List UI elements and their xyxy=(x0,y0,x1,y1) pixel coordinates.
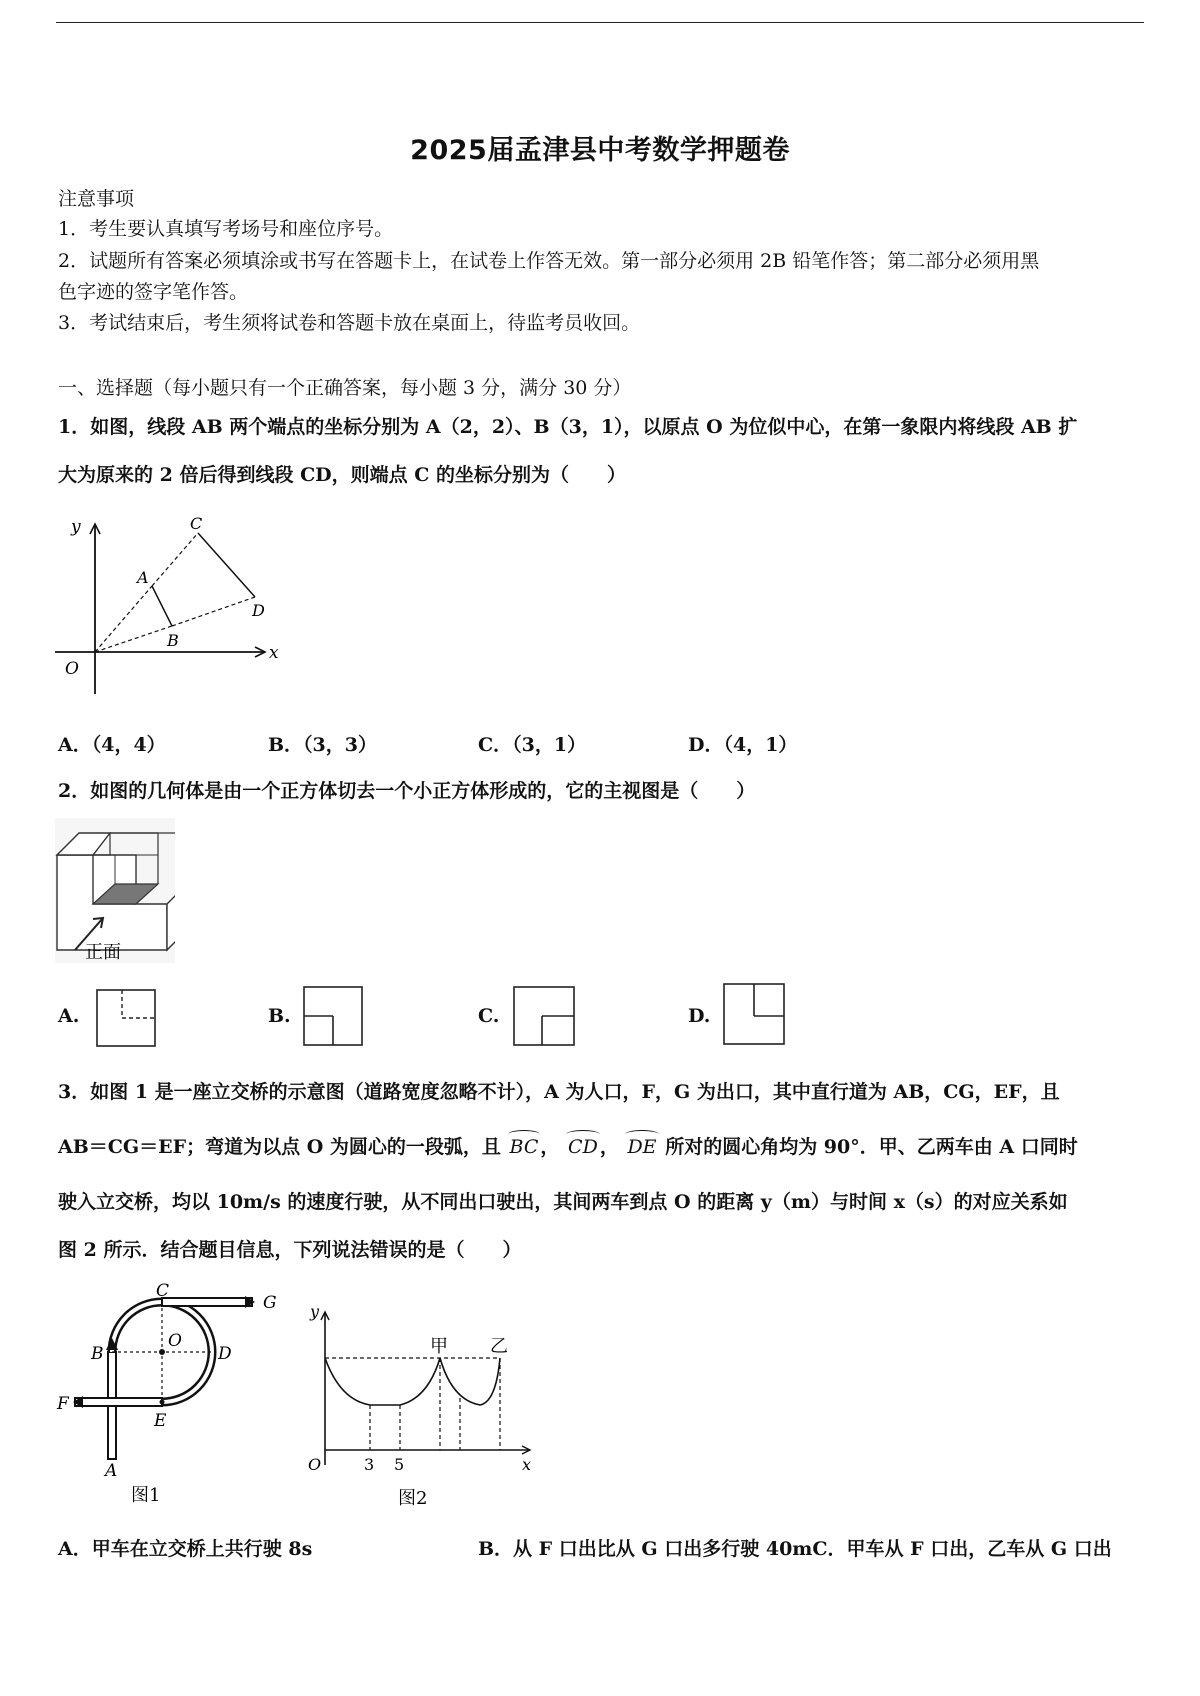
q3-figure1 xyxy=(55,1282,285,1507)
q3-text-line4: 图 2 所示．结合题目信息，下列说法错误的是（ ） xyxy=(58,1239,522,1261)
notice-item-1: 1．考生要认真填写考场号和座位序号。 xyxy=(58,218,394,240)
page-title: 2025届孟津县中考数学押题卷 xyxy=(410,135,790,166)
q3-text-line3: 驶入立交桥，均以 10m/s 的速度行驶，从不同出口驶出，其间两车到点 O 的距离 y（m）与时间 x（s）的对应关系如 xyxy=(58,1191,1068,1213)
section-heading: 一、选择题（每小题只有一个正确答案，每小题 3 分，满分 30 分） xyxy=(58,377,632,399)
q3-option-a[interactable]: A．甲车在立交桥上共行驶 8s xyxy=(58,1538,313,1560)
q2-option-b-figure[interactable] xyxy=(302,985,366,1049)
q3-option-bc[interactable]: B．从 F 口出比从 G 口出多行驶 40mC．甲车从 F 口出，乙车从 G 口出 xyxy=(478,1538,1112,1560)
arc-de: DE xyxy=(627,1136,657,1158)
q1-d-label: D xyxy=(252,601,265,620)
q1-text-line2: 大为原来的 2 倍后得到线段 CD，则端点 C 的坐标分别为（ ） xyxy=(58,464,627,486)
q3-line2-post: 所对的圆心角均为 90°．甲、乙两车由 A 口同时 xyxy=(665,1136,1078,1158)
fig1-e-label: E xyxy=(154,1411,167,1431)
q1-option-b[interactable]: B．（3，3） xyxy=(268,734,377,756)
q1-c-label: C xyxy=(190,514,203,533)
q2-option-d-figure[interactable] xyxy=(722,982,788,1048)
header-rule xyxy=(56,22,1144,23)
q2-front-label: 正面 xyxy=(85,942,121,963)
q1-figure xyxy=(55,512,295,702)
fig1-caption: 图1 xyxy=(131,1485,161,1506)
fig2-tick-3: 3 xyxy=(364,1455,375,1474)
q3-line2-pre: AB＝CG＝EF；弯道为以点 O 为圆心的一段弧，且 xyxy=(58,1136,501,1158)
fig1-d-label: D xyxy=(218,1344,232,1364)
q1-option-d[interactable]: D．（4，1） xyxy=(688,734,798,756)
fig1-b-label: B xyxy=(91,1344,104,1364)
fig1-f-label: F xyxy=(57,1394,69,1414)
fig2-caption: 图2 xyxy=(398,1488,428,1509)
q2-option-c-figure[interactable] xyxy=(512,985,578,1049)
q1-option-a[interactable]: A．（4，4） xyxy=(58,734,166,756)
notice-heading: 注意事项 xyxy=(58,188,135,210)
fig1-g-label: G xyxy=(263,1293,277,1313)
fig2-yi-label: 乙 xyxy=(490,1336,508,1357)
q3-text-line1: 3．如图 1 是一座立交桥的示意图（道路宽度忽略不计），A 为人口，F，G 为出口，其中直行道为 AB，CG，EF，且 xyxy=(58,1081,1060,1103)
q2-text: 2．如图的几何体是由一个正方体切去一个小正方体形成的，它的主视图是（ ） xyxy=(58,780,756,802)
notice-item-2: 2．试题所有答案必须填涂或书写在答题卡上，在试卷上作答无效。第一部分必须用 2B 铅笔作答；第二部分必须用黑 xyxy=(58,250,1040,272)
q2-option-c-letter[interactable]: C. xyxy=(478,1005,500,1027)
q3-figure2 xyxy=(300,1300,540,1520)
fig1-a-label: A xyxy=(105,1461,118,1481)
q1-y-label: y xyxy=(71,517,81,537)
q1-option-c[interactable]: C．（3，1） xyxy=(478,734,587,756)
q2-option-a-letter[interactable]: A. xyxy=(58,1005,80,1027)
q3-sep2: ， xyxy=(599,1136,619,1158)
fig2-x-label: x xyxy=(522,1455,532,1474)
q1-x-label: x xyxy=(269,643,279,663)
fig2-tick-5: 5 xyxy=(394,1455,405,1474)
q3-sep1: ， xyxy=(540,1136,560,1158)
q2-option-a-figure[interactable] xyxy=(95,988,159,1050)
fig2-o-label: O xyxy=(308,1455,322,1474)
q2-cube-figure xyxy=(55,818,175,963)
fig1-o-label: O xyxy=(168,1331,182,1351)
arc-cd: CD xyxy=(568,1136,598,1158)
fig1-c-label: C xyxy=(156,1282,170,1301)
q2-option-d-letter[interactable]: D. xyxy=(688,1005,711,1027)
q2-option-b-letter[interactable]: B. xyxy=(268,1005,291,1027)
q1-a-label: A xyxy=(137,568,149,587)
fig2-jia-label: 甲 xyxy=(430,1336,448,1357)
q3-text-line2 xyxy=(58,1132,1078,1159)
fig2-y-label: y xyxy=(310,1302,320,1321)
notice-item-2-cont: 色字迹的签字笔作答。 xyxy=(58,281,249,303)
q1-o-label: O xyxy=(65,659,79,679)
q1-b-label: B xyxy=(167,631,179,650)
arc-bc: BC xyxy=(509,1136,539,1158)
q1-text-line1: 1．如图，线段 AB 两个端点的坐标分别为 A（2，2）、B（3，1），以原点 O 为位似中心，在第一象限内将线段 AB 扩 xyxy=(58,416,1078,438)
notice-item-3: 3．考试结束后，考生须将试卷和答题卡放在桌面上，待监考员收回。 xyxy=(58,312,641,334)
